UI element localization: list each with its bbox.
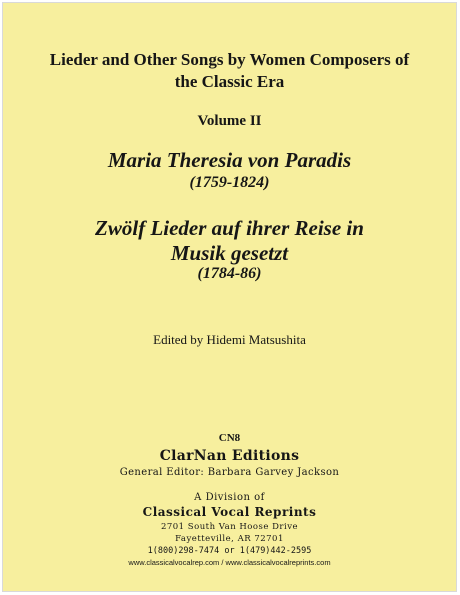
general-editor-credit: General Editor: Barbara Garvey Jackson [119,467,340,478]
series-title-line-1: Lieder and Other Songs by Women Composers of [49,50,410,69]
work-title-line-2: Musik gesetzt [170,241,289,265]
series-title [3,49,456,93]
publisher-name: ClarNan Editions [159,448,300,464]
parent-company-name: Classical Vocal Reprints [142,505,317,519]
volume-label: Volume II [197,113,262,129]
composer-name: Maria Theresia von Paradis [107,148,352,172]
city-address: Fayetteville, AR 72701 [175,534,284,544]
work-title [3,216,456,266]
cover-page [2,2,457,592]
website-urls: www.classicalvocalrep.com / www.classicalvocalreprints.com [128,558,331,567]
work-title-line-1: Zwölf Lieder auf ihrer Reise in [95,216,364,240]
catalog-number: CN8 [218,432,241,444]
composer-dates: (1759-1824) [189,174,270,191]
editor-credit: Edited by Hidemi Matsushita [153,332,306,347]
phone-numbers: 1(800)298-7474 or 1(479)442-2595 [147,546,312,556]
division-label: A Division of [194,492,265,503]
street-address: 2701 South Van Hoose Drive [160,522,299,532]
work-dates: (1784-86) [197,265,262,282]
series-title-line-2: the Classic Era [174,72,285,91]
